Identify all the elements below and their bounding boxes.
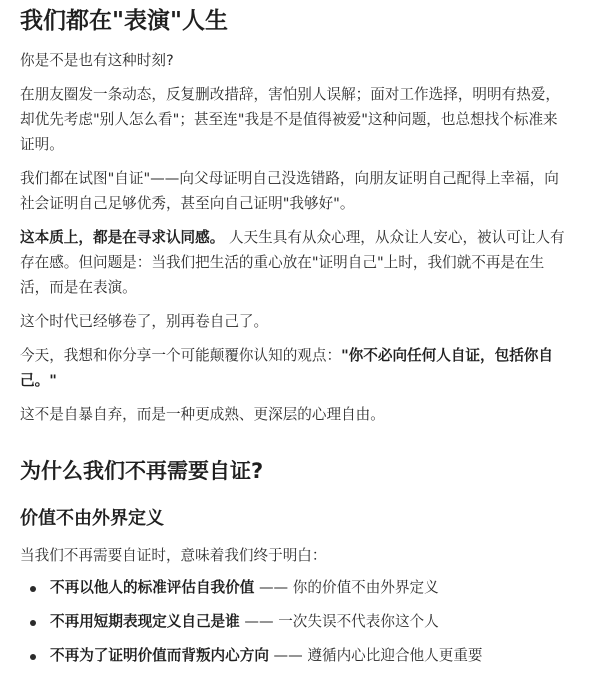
paragraph-moments: 在朋友圈发一条动态，反复删改措辞，害怕别人误解；面对工作选择，明明有热爱，却优先考虑"别人怎么看"；甚至连"我是不是值得被爱"这种问题，也总想找个标准来证明。 [20, 86, 560, 153]
paragraph-question: 你是不是也有这种时刻? [20, 52, 174, 69]
list-item-bold: 不再以他人的标准评估自我价值 [50, 579, 255, 596]
paragraph-freedom: 这不是自暴自弃，而是一种更成熟、更深层的心理自由。 [20, 406, 385, 423]
bullet-list [20, 577, 572, 667]
section-heading: 为什么我们不再需要自证? [20, 459, 264, 483]
viewpoint-quote: "你不必向任何人自证，包括你自己。" [20, 347, 553, 389]
list-item [50, 645, 572, 667]
list-item-text: —— 遵循内心比迎合他人更重要 [268, 647, 483, 664]
bullet-dot-icon [30, 586, 36, 592]
paragraph-viewpoint [20, 343, 572, 393]
section-intro: 当我们不再需要自证时，意味着我们终于明白： [20, 547, 327, 564]
paragraph-self-proof: 我们都在试图"自证"——向父母证明自己没选错路，向朋友证明自己配得上幸福，向社会证明自己足够优秀，甚至向自己证明"我够好"。 [20, 170, 559, 212]
paragraph-era: 这个时代已经够卷了，别再卷自己了。 [20, 313, 269, 330]
viewpoint-lead: 今天，我想和你分享一个可能颠覆你认知的观点： [20, 347, 342, 364]
list-item [50, 611, 572, 633]
paragraph-recognition [20, 225, 572, 300]
list-item-text: —— 一次失误不代表你这个人 [239, 613, 439, 630]
list-item-bold: 不再用短期表现定义自己是谁 [50, 613, 240, 630]
list-item-bold: 不再为了证明价值而背叛内心方向 [50, 647, 269, 664]
bullet-dot-icon [30, 654, 36, 660]
section-subheading: 价值不由外界定义 [20, 508, 164, 529]
recognition-text: 人天生具有从众心理，从众让人安心，被认可让人有存在感。但问题是：当我们把生活的重心放在"证明自己"上时，我们就不再是在生活，而是在表演。 [20, 229, 565, 296]
list-item-text: —— 你的价值不由外界定义 [254, 579, 439, 596]
list-item [50, 577, 572, 599]
article-title: 我们都在"表演"人生 [20, 8, 228, 34]
bullet-dot-icon [30, 620, 36, 626]
recognition-emphasis: 这本质上，都是在寻求认同感。 [20, 229, 225, 246]
